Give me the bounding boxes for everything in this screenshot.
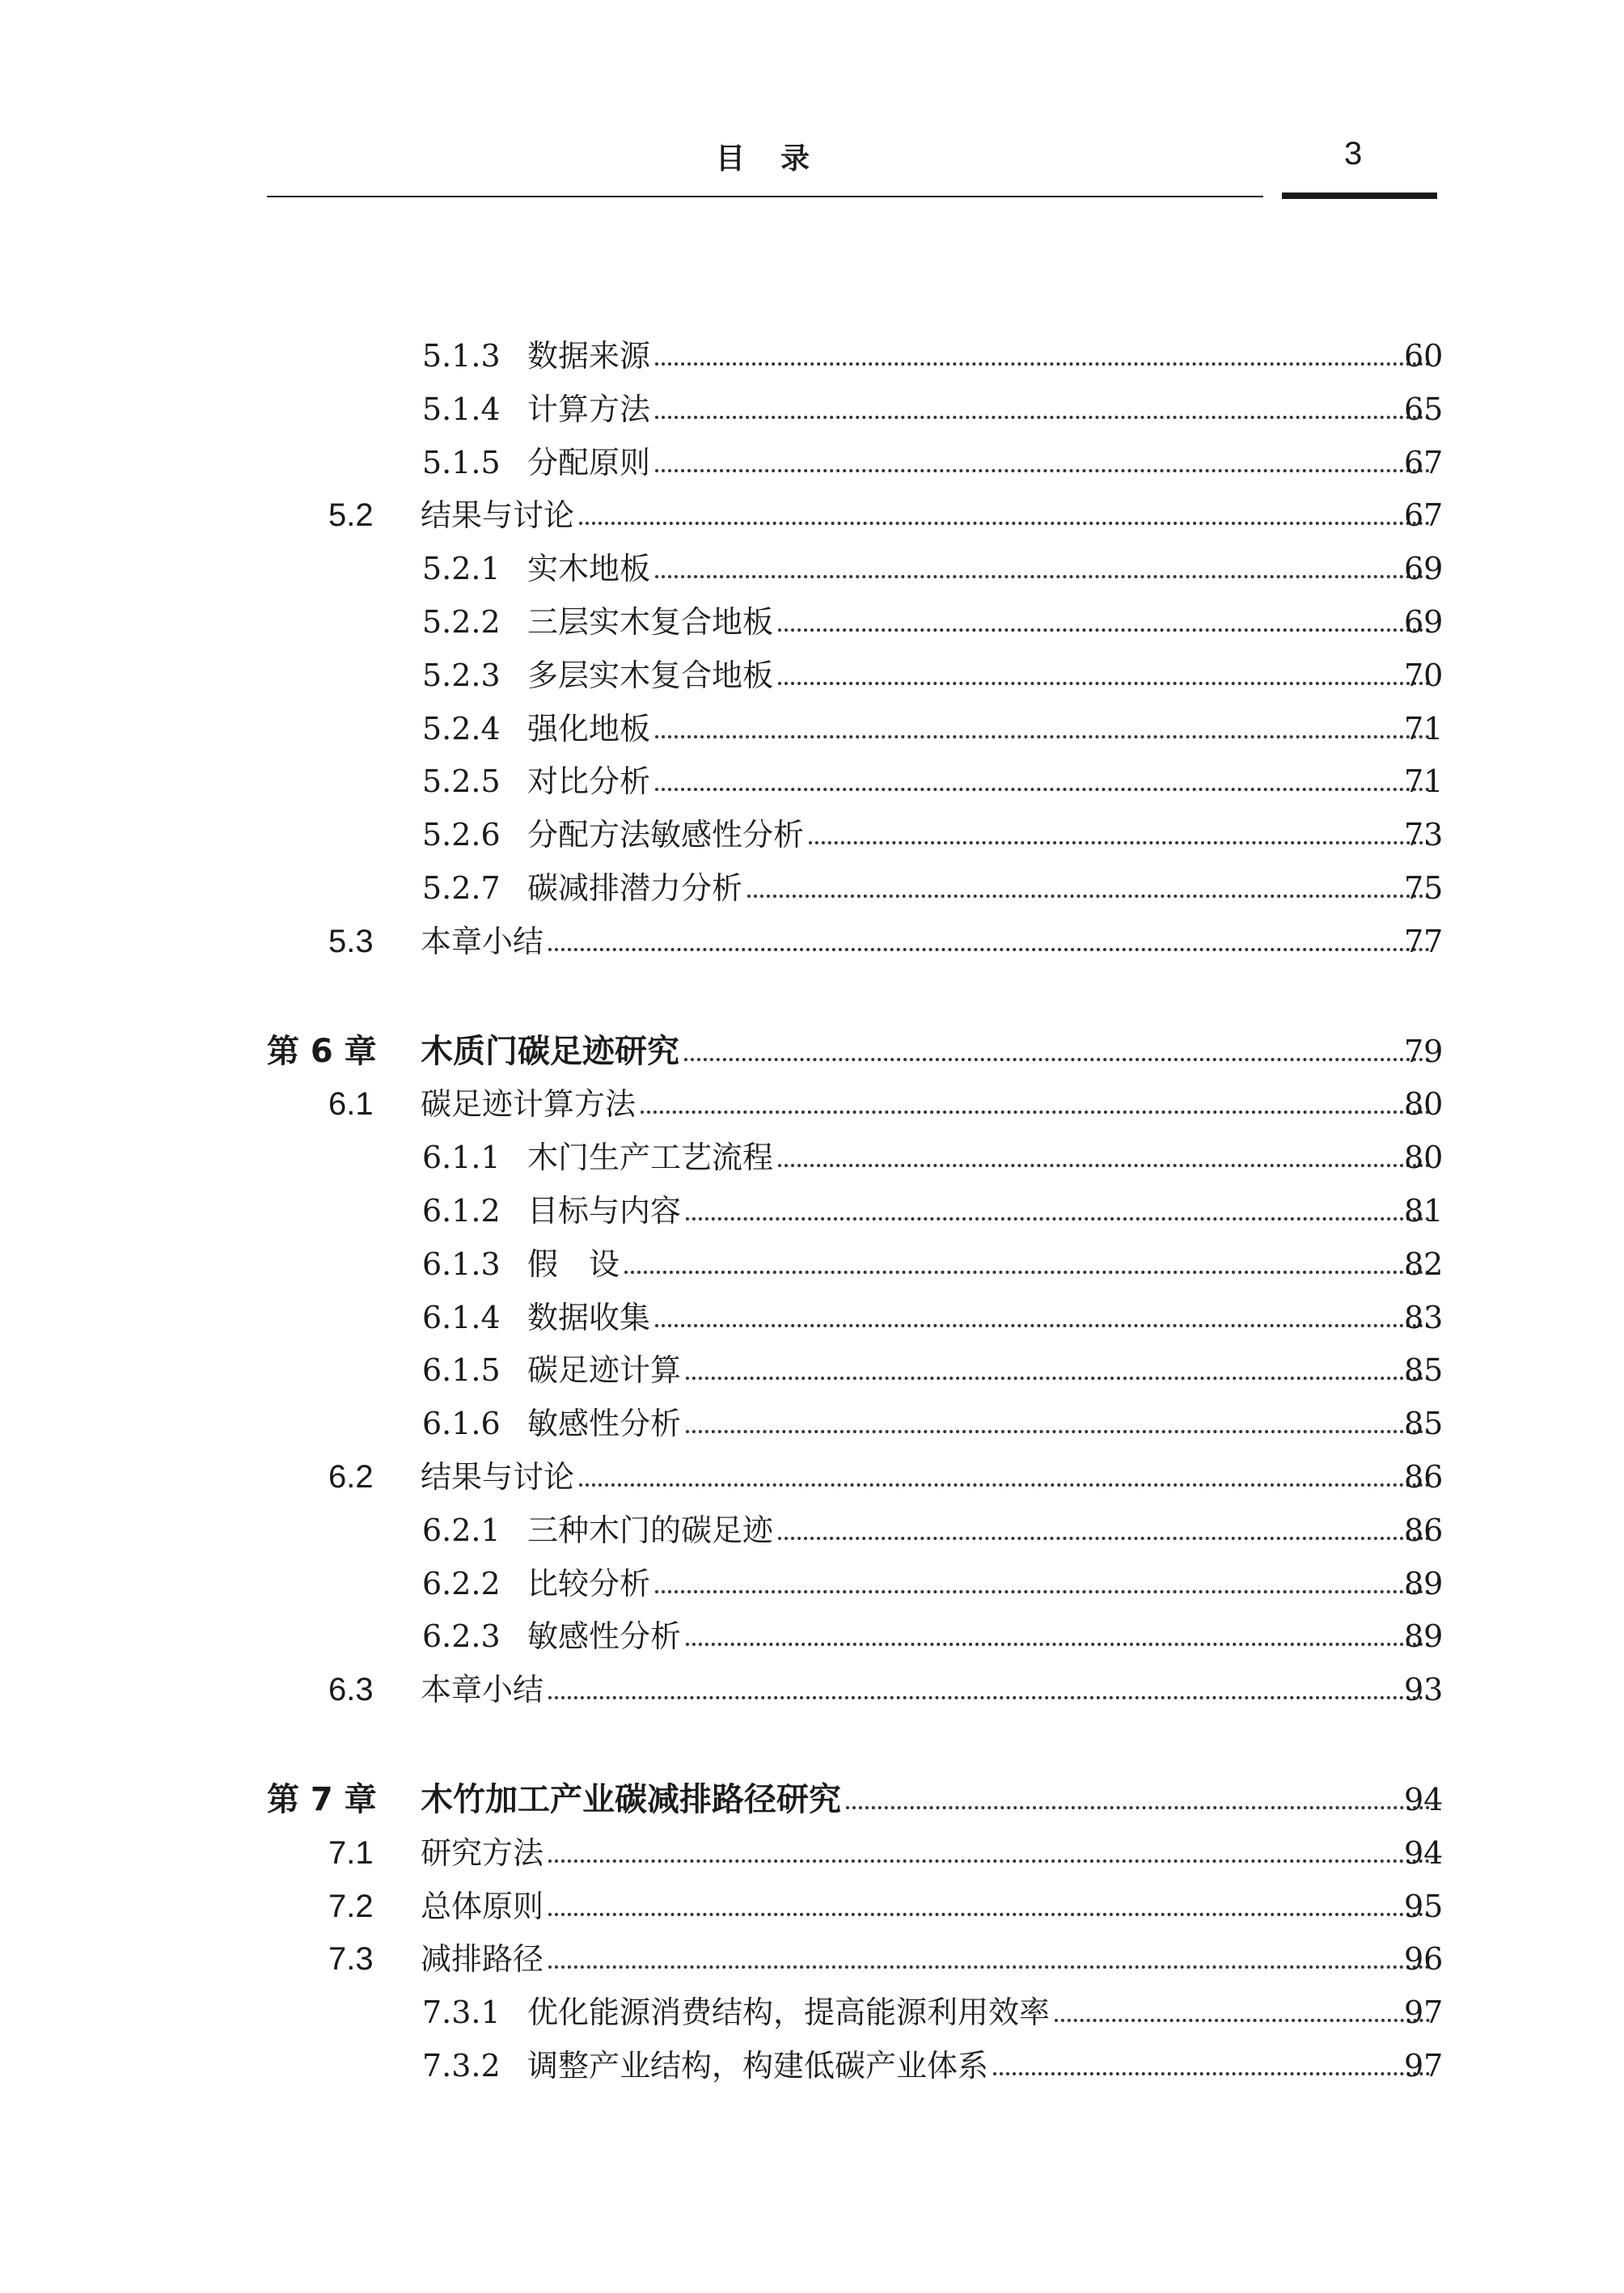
toc-entry-title: 计算方法 [527,391,651,427]
toc-entry-title: 强化地板 [527,711,651,747]
dot-leader [686,1193,1430,1221]
dot-leader [778,1140,1430,1167]
toc-entry-title-wrap [527,551,1438,586]
toc-entry-title-wrap [527,445,1438,480]
toc-entry-title-wrap [421,1034,1438,1069]
toc-entry-number: 6.2.1 [422,1512,501,1548]
toc-entry-title-wrap [527,1300,1438,1335]
toc-entry-number: 6.1 [328,1086,374,1122]
toc-entry-title: 总体原则 [421,1889,544,1924]
toc-entry-number: 7.3 [328,1941,374,1977]
toc-section-entry[interactable] [0,917,1624,966]
toc-subsection-entry[interactable] [0,1240,1624,1288]
toc-entry-page: 86 [1404,1512,1444,1548]
running-header-title: 目录 [715,142,845,176]
toc-entry-page: 70 [1404,658,1444,693]
toc-entry-page: 86 [1404,1459,1444,1495]
toc-entry-title-wrap [527,658,1438,693]
dot-leader [809,817,1430,844]
dot-leader [655,1300,1430,1327]
toc-subsection-entry[interactable] [0,810,1624,859]
toc-entry-title-wrap [421,497,1438,533]
toc-entry-page: 85 [1404,1406,1444,1441]
toc-entry-page: 79 [1404,1034,1444,1069]
toc-entry-title-wrap [421,1782,1438,1817]
dot-leader [686,1352,1430,1380]
toc-entry-number: 5.2.1 [422,551,501,586]
toc-entry-title: 假 设 [527,1246,620,1282]
toc-subsection-entry[interactable] [0,1133,1624,1182]
toc-entry-number: 7.3.2 [422,2048,501,2084]
toc-entry-title: 多层实木复合地板 [527,658,774,693]
toc-entry-number: 5.2.6 [422,817,501,852]
toc-section-entry[interactable] [0,491,1624,539]
dot-leader [778,604,1430,632]
toc-subsection-entry[interactable] [0,1559,1624,1608]
toc-entry-title: 调整产业结构，构建低碳产业体系 [527,2048,989,2084]
dot-leader [846,1782,1430,1809]
toc-entry-title-wrap [421,1086,1438,1122]
toc-entry-number: 5.2.3 [422,658,501,693]
toc-entry-title: 分配方法敏感性分析 [527,817,805,852]
toc-entry-title-wrap [421,1889,1438,1924]
toc-entry-page: 80 [1404,1140,1444,1175]
toc-subsection-entry[interactable] [0,544,1624,593]
toc-entry-page: 73 [1404,817,1444,852]
toc-entry-number: 5.1.5 [422,445,501,480]
toc-entry-page: 67 [1404,497,1444,533]
toc-entry-title-wrap [527,1406,1438,1441]
toc-entry-title: 三层实木复合地板 [527,604,774,640]
toc-entry-title-wrap [527,604,1438,640]
dot-leader [624,1246,1430,1274]
toc-subsection-entry[interactable] [0,1988,1624,2037]
toc-entry-title-wrap [421,1941,1438,1977]
dot-leader [686,1406,1430,1433]
toc-entry-page: 85 [1404,1352,1444,1388]
toc-entry-page: 71 [1404,711,1444,747]
toc-subsection-entry[interactable] [0,438,1624,487]
dot-leader [655,711,1430,738]
dot-leader [548,1941,1430,1969]
toc-entry-title: 分配原则 [527,445,651,480]
toc-entry-number: 6.2.3 [422,1618,501,1654]
toc-entry-page: 94 [1404,1835,1444,1871]
toc-entry-title: 优化能源消费结构，提高能源利用效率 [527,1995,1051,2030]
dot-leader [655,391,1430,419]
toc-section-entry[interactable] [0,1665,1624,1714]
dot-leader [686,1618,1430,1646]
toc-entry-number: 5.1.3 [422,338,501,374]
header-rule-accent [1282,192,1437,199]
toc-entry-number: 第 6 章 [267,1033,377,1070]
toc-entry-page: 60 [1404,338,1444,374]
toc-entry-number: 5.2.4 [422,711,501,747]
toc-entry-title: 结果与讨论 [421,1459,575,1495]
toc-entry-title-wrap [527,817,1438,852]
toc-subsection-entry[interactable] [0,651,1624,700]
toc-entry-page: 67 [1404,445,1444,480]
dot-leader [655,338,1430,366]
toc-chapter-entry[interactable] [0,1775,1624,1824]
toc-entry-page: 94 [1404,1782,1444,1817]
toc-entry-title-wrap [527,1352,1438,1388]
toc-entry-page: 65 [1404,391,1444,427]
toc-entry-title: 减排路径 [421,1941,544,1977]
toc-subsection-entry[interactable] [0,1187,1624,1235]
toc-entry-title: 结果与讨论 [421,497,575,533]
toc-entry-title-wrap [527,870,1438,906]
toc-entry-title-wrap [527,1566,1438,1601]
toc-section-entry[interactable] [0,1080,1624,1128]
toc-entry-page: 69 [1404,551,1444,586]
toc-entry-page: 75 [1404,870,1444,906]
toc-entry-number: 第 7 章 [267,1781,377,1818]
toc-entry-title-wrap [527,1618,1438,1654]
toc-entry-page: 83 [1404,1300,1444,1335]
toc-entry-number: 6.1.2 [422,1193,501,1229]
toc-subsection-entry[interactable] [0,1612,1624,1661]
dot-leader [548,1889,1430,1916]
page-number: 3 [1344,136,1363,171]
toc-entry-number: 6.2 [328,1459,374,1495]
toc-entry-number: 5.1.4 [422,391,501,427]
toc-entry-title: 研究方法 [421,1835,544,1871]
toc-entry-title-wrap [527,338,1438,374]
toc-entry-number: 7.1 [328,1835,374,1871]
toc-entry-number: 6.1.3 [422,1246,501,1282]
toc-subsection-entry[interactable] [0,704,1624,753]
toc-section-entry[interactable] [0,1829,1624,1877]
toc-subsection-entry[interactable] [0,1346,1624,1394]
toc-entry-number: 6.1.4 [422,1300,501,1335]
dot-leader [778,658,1430,685]
toc-entry-title: 目标与内容 [527,1193,682,1229]
toc-subsection-entry[interactable] [0,1399,1624,1448]
toc-entry-number: 5.3 [328,924,374,959]
toc-entry-title: 木竹加工产业碳减排路径研究 [421,1781,841,1818]
toc-entry-number: 6.1.6 [422,1406,501,1441]
toc-entry-number: 6.3 [328,1672,374,1707]
toc-entry-number: 5.2 [328,497,374,533]
toc-subsection-entry[interactable] [0,385,1624,434]
toc-entry-title: 数据收集 [527,1300,651,1335]
toc-entry-title: 敏感性分析 [527,1618,682,1654]
toc-entry-title: 实木地板 [527,551,651,586]
toc-entry-page: 97 [1404,2048,1444,2084]
toc-subsection-entry[interactable] [0,864,1624,912]
toc-entry-title: 碳减排潜力分析 [527,870,743,906]
toc-section-entry[interactable] [0,1935,1624,1983]
dot-leader [655,551,1430,578]
toc-entry-number: 6.1.1 [422,1140,501,1175]
toc-subsection-entry[interactable] [0,1506,1624,1555]
toc-entry-title-wrap [527,1193,1438,1229]
header-rule [267,196,1263,197]
toc-entry-number: 5.2.2 [422,604,501,640]
toc-entry-number: 7.2 [328,1889,374,1924]
toc-entry-page: 95 [1404,1889,1444,1924]
toc-entry-title: 本章小结 [421,1672,544,1707]
dot-leader [747,870,1430,898]
toc-entry-page: 80 [1404,1086,1444,1122]
toc-section-entry[interactable] [0,1882,1624,1931]
dot-leader [579,497,1430,525]
toc-subsection-entry[interactable] [0,332,1624,380]
toc-entry-number: 6.2.2 [422,1566,501,1601]
toc-entry-title-wrap [421,1835,1438,1871]
toc-entry-title-wrap [527,1246,1438,1282]
dot-leader [655,445,1430,472]
toc-entry-title: 本章小结 [421,924,544,959]
dot-leader [778,1512,1430,1540]
dot-leader [579,1459,1430,1487]
toc-entry-title-wrap [527,1140,1438,1175]
dot-leader [655,1566,1430,1593]
toc-subsection-entry[interactable] [0,1293,1624,1342]
dot-leader [993,2048,1430,2075]
toc-entry-title-wrap [421,1672,1438,1707]
dot-leader [548,924,1430,951]
toc-entry-title: 比较分析 [527,1566,651,1601]
toc-entry-page: 89 [1404,1618,1444,1654]
toc-entry-number: 5.2.7 [422,870,501,906]
toc-entry-title-wrap [527,764,1438,799]
toc-chapter-entry[interactable] [0,1027,1624,1076]
dot-leader [684,1034,1430,1061]
toc-entry-page: 93 [1404,1672,1444,1707]
toc-entry-page: 82 [1404,1246,1444,1282]
toc-entry-title: 对比分析 [527,764,651,799]
toc-entry-title-wrap [527,711,1438,747]
toc-section-entry[interactable] [0,1453,1624,1501]
toc-entry-page: 89 [1404,1566,1444,1601]
toc-entry-page: 97 [1404,1995,1444,2030]
toc-entry-page: 96 [1404,1941,1444,1977]
toc-entry-page: 71 [1404,764,1444,799]
dot-leader [641,1086,1430,1114]
dot-leader [548,1835,1430,1863]
toc-entry-title: 敏感性分析 [527,1406,682,1441]
toc-subsection-entry[interactable] [0,2041,1624,2090]
toc-entry-page: 77 [1404,924,1444,959]
toc-entry-number: 5.2.5 [422,764,501,799]
toc-entry-title-wrap [421,924,1438,959]
toc-entry-title: 木门生产工艺流程 [527,1140,774,1175]
toc-entry-title-wrap [527,1512,1438,1548]
toc-entry-title-wrap [527,391,1438,427]
toc-entry-title-wrap [527,1995,1438,2030]
toc-entry-page: 81 [1404,1193,1444,1229]
toc-entry-title: 三种木门的碳足迹 [527,1512,774,1548]
toc-entry-title: 木质门碳足迹研究 [421,1033,679,1070]
toc-entry-title: 碳足迹计算 [527,1352,682,1388]
dot-leader [548,1672,1430,1699]
dot-leader [1055,1995,1430,2022]
toc-entry-title-wrap [527,2048,1438,2084]
dot-leader [655,764,1430,791]
toc-entry-page: 69 [1404,604,1444,640]
toc-entry-title: 碳足迹计算方法 [421,1086,636,1122]
toc-entry-title-wrap [421,1459,1438,1495]
toc-subsection-entry[interactable] [0,757,1624,806]
toc-entry-title: 数据来源 [527,338,651,374]
toc-entry-number: 7.3.1 [422,1995,501,2030]
toc-subsection-entry[interactable] [0,598,1624,646]
toc-entry-number: 6.1.5 [422,1352,501,1388]
